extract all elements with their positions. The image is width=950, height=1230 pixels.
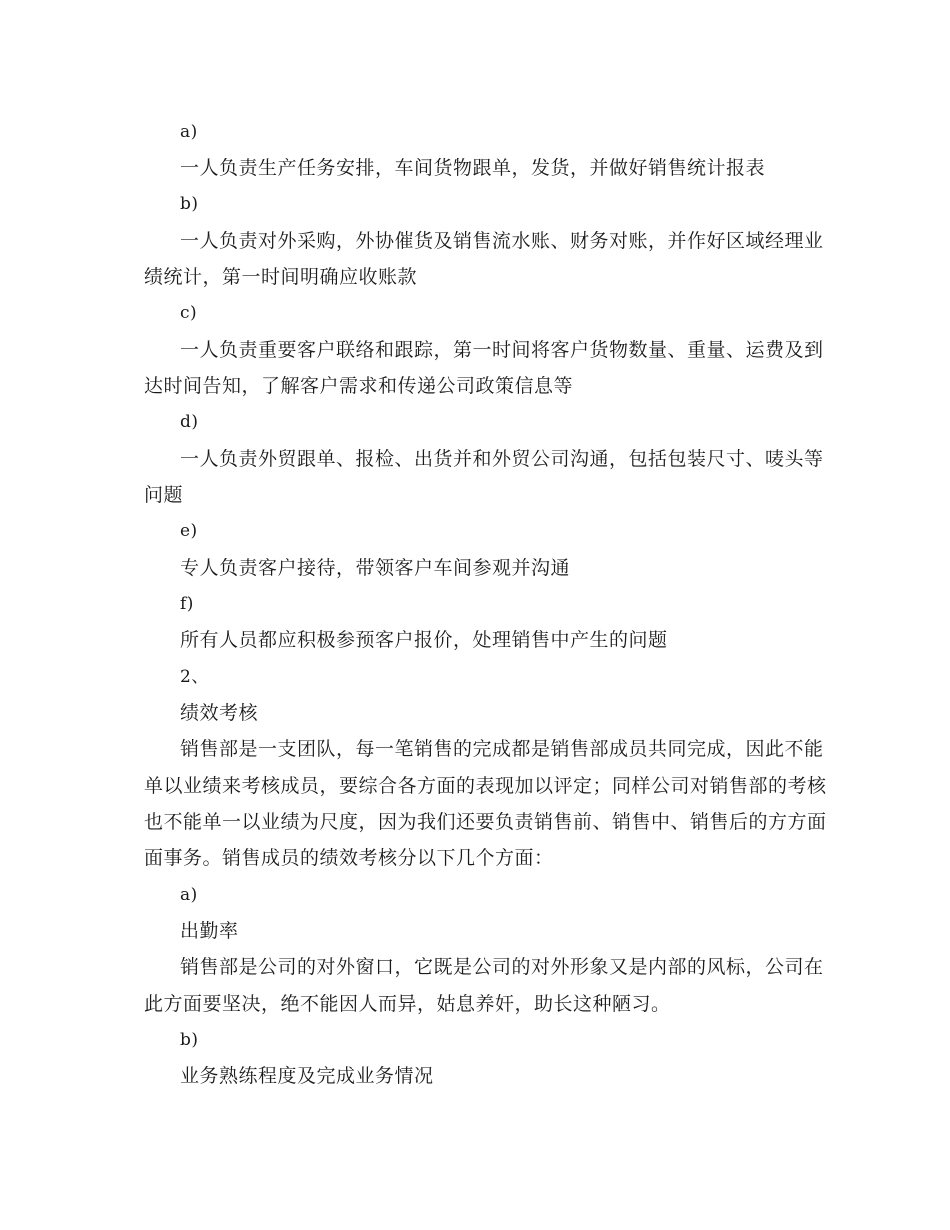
list-marker-a: a) <box>180 122 198 142</box>
paragraph-line: 此方面要坚决，绝不能因人而异，姑息养奸，助长这种陋习。 <box>144 993 671 1015</box>
paragraph-line: 绩统计，第一时间明确应收账款 <box>144 266 418 288</box>
list-marker-e: e) <box>180 521 198 541</box>
list-marker-a: a) <box>180 885 198 905</box>
paragraph-line: 专人负责客户接待，带领客户车间参观并沟通 <box>180 557 571 579</box>
paragraph-line: 一人负责对外采购，外协催货及销售流水账、财务对账，并作好区域经理业 <box>180 230 824 252</box>
paragraph-line: 面事务。销售成员的绩效考核分以下几个方面： <box>144 847 554 869</box>
subsection-heading: 业务熟练程度及完成业务情况 <box>180 1065 434 1087</box>
paragraph-line: 单以业绩来考核成员，要综合各方面的表现加以评定；同样公司对销售部的考核 <box>144 775 827 797</box>
list-marker-b: b) <box>180 1030 199 1050</box>
paragraph-line: 销售部是公司的对外窗口，它既是公司的对外形象又是内部的风标，公司在 <box>180 956 824 978</box>
section-number: 2、 <box>180 667 209 687</box>
list-marker-f: f) <box>180 594 194 614</box>
list-marker-c: c) <box>180 303 198 323</box>
paragraph-line: 一人负责生产任务安排，车间货物跟单，发货，并做好销售统计报表 <box>180 157 766 179</box>
list-marker-d: d) <box>180 412 199 432</box>
paragraph-line: 达时间告知，了解客户需求和传递公司政策信息等 <box>144 375 574 397</box>
paragraph-line: 一人负责重要客户联络和跟踪，第一时间将客户货物数量、重量、运费及到 <box>180 339 824 361</box>
paragraph-line: 问题 <box>144 484 184 506</box>
list-marker-b: b) <box>180 194 199 214</box>
paragraph-line: 所有人员都应积极参预客户报价，处理销售中产生的问题 <box>180 629 668 651</box>
paragraph-line: 也不能单一以业绩为尺度，因为我们还要负责销售前、销售中、销售后的方方面 <box>144 811 827 833</box>
paragraph-line: 销售部是一支团队，每一笔销售的完成都是销售部成员共同完成，因此不能 <box>180 738 824 760</box>
paragraph-line: 一人负责外贸跟单、报检、出货并和外贸公司沟通，包括包装尺寸、唛头等 <box>180 448 824 470</box>
subsection-heading: 出勤率 <box>180 920 239 942</box>
section-heading: 绩效考核 <box>180 702 259 724</box>
